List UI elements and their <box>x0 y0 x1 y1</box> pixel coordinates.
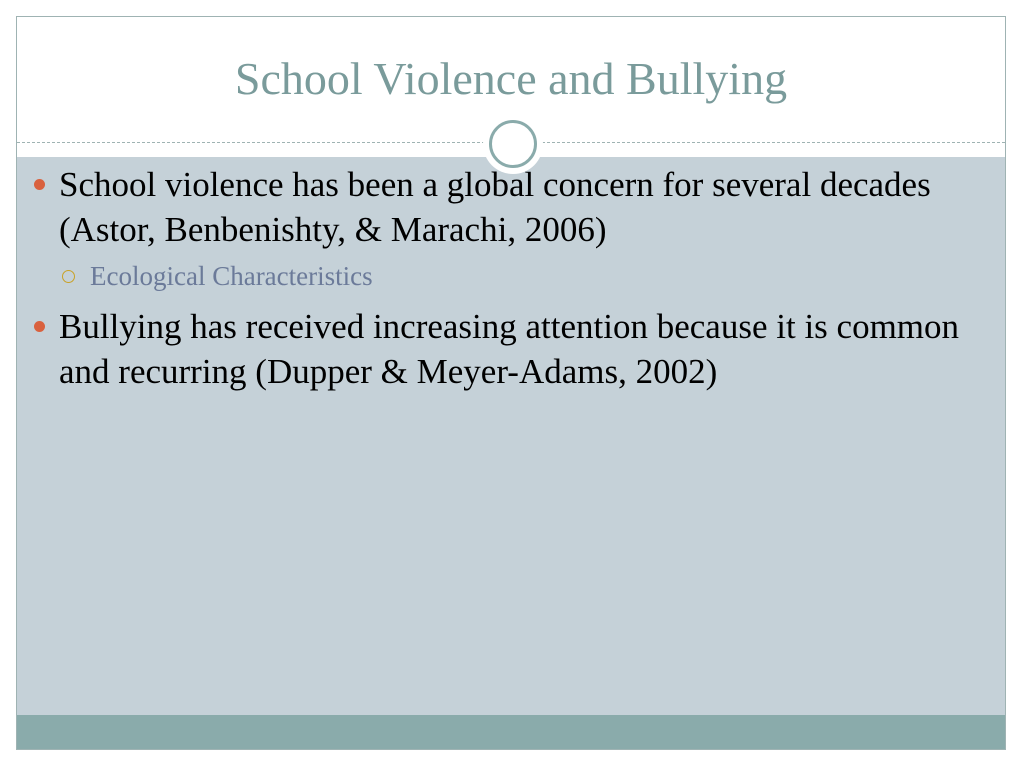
bullet-text: Bullying has received increasing attention because it is common and recurring (Dupper & Meyer-Adams, 2002) <box>59 307 960 391</box>
sub-bullet-item <box>59 256 967 296</box>
bullet-item <box>32 162 967 296</box>
filled-circle-icon <box>34 179 45 190</box>
footer-bar <box>17 715 1005 750</box>
slide-title: School Violence and Bullying <box>234 53 788 104</box>
bullet-text: School violence has been a global concern for several decades (Astor, Benbenishty, & Marachi, 2006) <box>59 165 931 249</box>
sub-bullet-text: Ecological Characteristics <box>90 261 373 291</box>
bullet-item <box>32 304 967 394</box>
ring-ornament-icon <box>489 120 537 168</box>
hollow-circle-icon <box>62 270 75 283</box>
bullet-list <box>32 162 967 394</box>
filled-circle-icon <box>34 321 45 332</box>
